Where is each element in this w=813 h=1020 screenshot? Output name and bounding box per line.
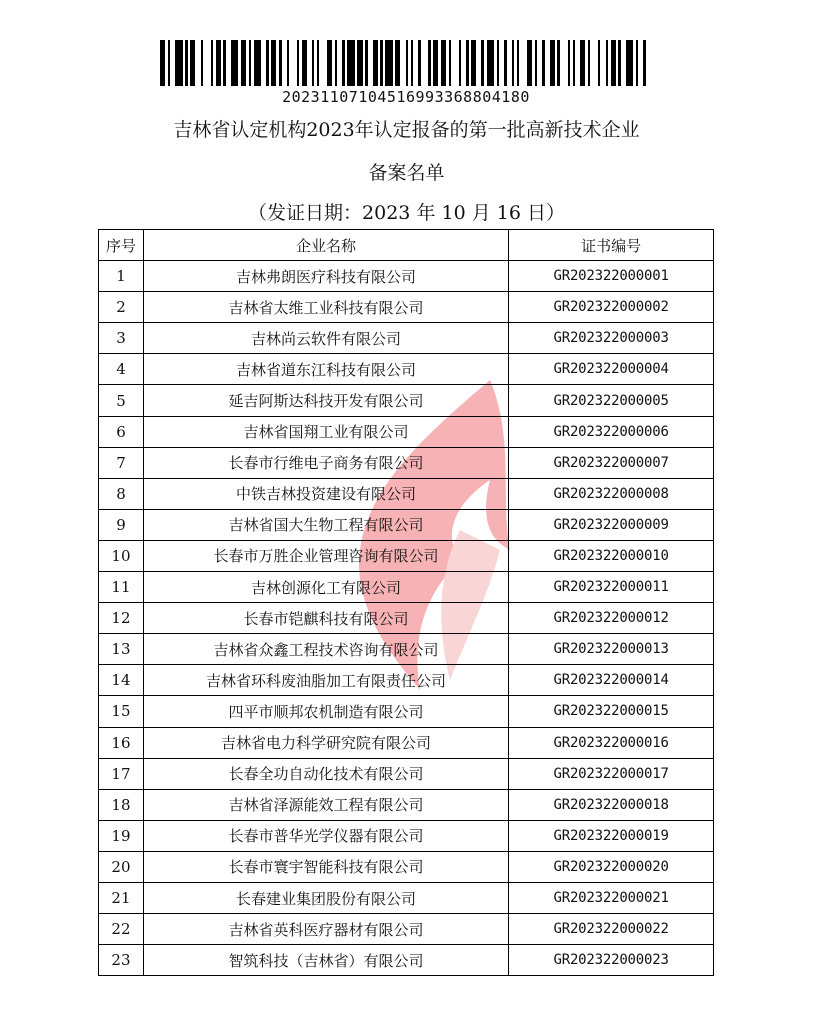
table-row <box>99 603 714 634</box>
barcode-bar <box>519 40 527 86</box>
table-header-row <box>99 230 714 261</box>
barcode-bar <box>487 40 495 86</box>
row-number: 11 <box>99 572 144 603</box>
barcode-bar <box>421 40 429 86</box>
company-name: 四平市顺邦农机制造有限公司 <box>143 696 508 727</box>
table-row <box>99 665 714 696</box>
company-name: 吉林创源化工有限公司 <box>143 572 508 603</box>
company-name: 长春市普华光学仪器有限公司 <box>143 820 508 851</box>
certificate-number: GR202322000014 <box>509 665 714 696</box>
table-row <box>99 727 714 758</box>
row-number: 2 <box>99 292 144 323</box>
certificate-number: GR202322000005 <box>509 385 714 416</box>
table-row <box>99 354 714 385</box>
table-row <box>99 945 714 976</box>
certificate-number: GR202322000006 <box>509 416 714 447</box>
table-row <box>99 851 714 882</box>
barcode-bar <box>254 40 262 86</box>
row-number: 12 <box>99 603 144 634</box>
table-row <box>99 820 714 851</box>
issue-date: （发证日期：2023 年 10 月 16 日） <box>248 202 565 224</box>
certificate-number: GR202322000015 <box>509 696 714 727</box>
document-subtitle: 备案名单 <box>368 162 445 184</box>
company-name: 延吉阿斯达科技开发有限公司 <box>143 385 508 416</box>
row-number: 18 <box>99 789 144 820</box>
row-number: 17 <box>99 758 144 789</box>
barcode-bar <box>385 40 393 86</box>
company-name: 吉林省国大生物工程有限公司 <box>143 509 508 540</box>
row-number: 13 <box>99 634 144 665</box>
certificate-number: GR202322000008 <box>509 478 714 509</box>
column-header-certificate-number: 证书编号 <box>509 230 714 261</box>
row-number: 15 <box>99 696 144 727</box>
row-number: 22 <box>99 914 144 945</box>
company-name: 吉林省国翔工业有限公司 <box>143 416 508 447</box>
company-name: 长春建业集团股份有限公司 <box>143 882 508 913</box>
company-name: 吉林省众鑫工程技术咨询有限公司 <box>143 634 508 665</box>
company-name: 吉林弗朗医疗科技有限公司 <box>143 261 508 292</box>
barcode-bar <box>560 40 568 86</box>
certificate-number: GR202322000004 <box>509 354 714 385</box>
company-name: 智筑科技（吉林省）有限公司 <box>143 945 508 976</box>
table-row <box>99 882 714 913</box>
table-row <box>99 789 714 820</box>
company-name: 吉林省英科医疗器材有限公司 <box>143 914 508 945</box>
certificate-number: GR202322000019 <box>509 820 714 851</box>
document-title: 吉林省认定机构2023年认定报备的第一批高新技术企业 <box>173 119 640 141</box>
certificate-number: GR202322000012 <box>509 603 714 634</box>
barcode-bar <box>231 40 239 86</box>
table-row <box>99 509 714 540</box>
company-name: 长春市寰宇智能科技有限公司 <box>143 851 508 882</box>
barcode-bar <box>626 40 634 86</box>
barcode-bar <box>289 40 297 86</box>
row-number: 10 <box>99 540 144 571</box>
certificate-number: GR202322000003 <box>509 323 714 354</box>
company-name: 吉林尚云软件有限公司 <box>143 323 508 354</box>
table-row <box>99 385 714 416</box>
barcode-bar <box>646 40 651 86</box>
row-number: 19 <box>99 820 144 851</box>
table-row <box>99 914 714 945</box>
company-name: 吉林省电力科学研究院有限公司 <box>143 727 508 758</box>
certificate-number: GR202322000009 <box>509 509 714 540</box>
row-number: 23 <box>99 945 144 976</box>
table-row <box>99 292 714 323</box>
column-header-company-name: 企业名称 <box>143 230 508 261</box>
barcode-bar <box>451 40 459 86</box>
barcode <box>160 40 652 86</box>
table-row <box>99 323 714 354</box>
table-row <box>99 696 714 727</box>
company-name: 吉林省环科废油脂加工有限责任公司 <box>143 665 508 696</box>
table-row <box>99 634 714 665</box>
certificate-number: GR202322000020 <box>509 851 714 882</box>
certificate-number: GR202322000023 <box>509 945 714 976</box>
table-row <box>99 261 714 292</box>
certificate-number: GR202322000010 <box>509 540 714 571</box>
company-name: 吉林省泽源能效工程有限公司 <box>143 789 508 820</box>
company-name: 长春市万胜企业管理咨询有限公司 <box>143 540 508 571</box>
row-number: 7 <box>99 447 144 478</box>
certificate-number: GR202322000002 <box>509 292 714 323</box>
company-name: 吉林省太维工业科技有限公司 <box>143 292 508 323</box>
row-number: 8 <box>99 478 144 509</box>
barcode-bar <box>319 40 327 86</box>
certificate-number: GR202322000017 <box>509 758 714 789</box>
row-number: 14 <box>99 665 144 696</box>
company-name: 长春全功自动化技术有限公司 <box>143 758 508 789</box>
barcode-bar <box>590 40 598 86</box>
row-number: 1 <box>99 261 144 292</box>
barcode-bar <box>203 40 211 86</box>
row-number: 21 <box>99 882 144 913</box>
row-number: 6 <box>99 416 144 447</box>
certificate-number: GR202322000011 <box>509 572 714 603</box>
barcode-bar <box>347 40 355 86</box>
row-number: 20 <box>99 851 144 882</box>
company-table <box>98 229 714 976</box>
table-row <box>99 478 714 509</box>
barcode-bar <box>175 40 183 86</box>
company-name: 吉林省道东江科技有限公司 <box>143 354 508 385</box>
row-number: 16 <box>99 727 144 758</box>
company-name: 中铁吉林投资建设有限公司 <box>143 478 508 509</box>
company-name: 长春市铠麒科技有限公司 <box>143 603 508 634</box>
table-row <box>99 447 714 478</box>
row-number: 5 <box>99 385 144 416</box>
row-number: 4 <box>99 354 144 385</box>
row-number: 9 <box>99 509 144 540</box>
table-row <box>99 758 714 789</box>
row-number: 3 <box>99 323 144 354</box>
table-row <box>99 416 714 447</box>
certificate-number: GR202322000016 <box>509 727 714 758</box>
company-name: 长春市行维电子商务有限公司 <box>143 447 508 478</box>
column-header-number: 序号 <box>99 230 144 261</box>
certificate-number: GR202322000007 <box>509 447 714 478</box>
certificate-number: GR202322000018 <box>509 789 714 820</box>
certificate-number: GR202322000021 <box>509 882 714 913</box>
certificate-number: GR202322000001 <box>509 261 714 292</box>
table-row <box>99 540 714 571</box>
barcode-number: 20231107104516993368804180 <box>282 88 530 106</box>
table-row <box>99 572 714 603</box>
certificate-number: GR202322000013 <box>509 634 714 665</box>
certificate-number: GR202322000022 <box>509 914 714 945</box>
